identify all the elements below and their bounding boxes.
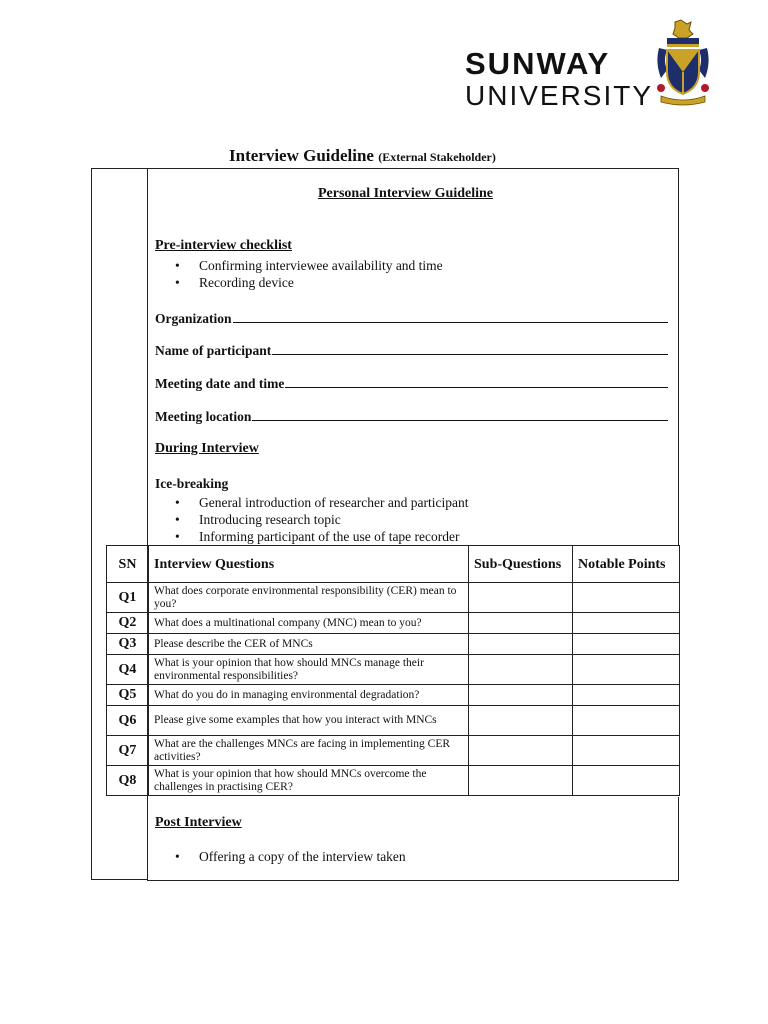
pre-interview-item-text: Confirming interviewee availability and time: [199, 258, 443, 273]
notable-points-cell[interactable]: [573, 634, 680, 655]
sub-questions-cell[interactable]: [469, 766, 573, 796]
notable-points-cell[interactable]: [573, 736, 680, 766]
post-interview-box: [147, 797, 679, 881]
sub-questions-cell[interactable]: [469, 706, 573, 736]
notable-points-cell[interactable]: [573, 685, 680, 706]
ice-breaking-item: [175, 512, 341, 528]
notable-points-cell[interactable]: [573, 766, 680, 796]
ice-breaking-item-text: General introduction of researcher and participant: [199, 495, 469, 510]
meeting-date-field[interactable]: [155, 375, 668, 392]
post-interview-item-text: Offering a copy of the interview taken: [199, 849, 406, 864]
field-label: Meeting location: [155, 409, 252, 424]
pre-interview-item: [175, 258, 443, 274]
participant-name-field[interactable]: [155, 342, 668, 359]
interview-questions-table: [106, 545, 680, 796]
table-row: [107, 685, 680, 706]
field-blank-line[interactable]: [285, 375, 668, 388]
document-title-note: (External Stakeholder): [378, 150, 496, 164]
university-crest-icon: [653, 18, 713, 106]
post-interview-heading: Post Interview: [155, 815, 242, 830]
notable-points-cell[interactable]: [573, 613, 680, 634]
row-question: What is your opinion that how should MNCs manage their environmental responsibilities?: [149, 655, 469, 685]
sub-questions-cell[interactable]: [469, 583, 573, 613]
logo-line-2: UNIVERSITY: [465, 80, 654, 111]
row-sn: Q2: [107, 613, 149, 634]
ice-breaking-label: Ice-breaking: [155, 476, 229, 491]
header-notable-points: Notable Points: [573, 546, 680, 583]
sub-questions-cell[interactable]: [469, 685, 573, 706]
row-question: What does corporate environmental responsibility (CER) mean to you?: [149, 583, 469, 613]
row-sn: Q6: [107, 706, 149, 736]
document-title: [229, 146, 496, 166]
ice-breaking-item: [175, 495, 469, 511]
pre-interview-item: [175, 275, 294, 291]
field-blank-line[interactable]: [252, 408, 668, 421]
table-row: [107, 583, 680, 613]
sub-questions-cell[interactable]: [469, 634, 573, 655]
field-label: Meeting date and time: [155, 376, 285, 391]
pre-interview-item-text: Recording device: [199, 275, 294, 290]
university-logo: [465, 18, 715, 111]
field-blank-line[interactable]: [272, 342, 668, 355]
notable-points-cell[interactable]: [573, 583, 680, 613]
notable-points-cell[interactable]: [573, 706, 680, 736]
row-question: Please describe the CER of MNCs: [149, 634, 469, 655]
during-interview-heading: During Interview: [155, 441, 259, 456]
row-question: What do you do in managing environmental degradation?: [149, 685, 469, 706]
table-row: [107, 613, 680, 634]
table-row: [107, 706, 680, 736]
table-row: [107, 634, 680, 655]
logo-wordmark: [465, 48, 653, 110]
field-label: Organization: [155, 311, 232, 326]
row-sn: Q1: [107, 583, 149, 613]
row-sn: Q3: [107, 634, 149, 655]
row-question: What does a multinational company (MNC) mean to you?: [149, 613, 469, 634]
sub-questions-cell[interactable]: [469, 613, 573, 634]
sub-questions-cell[interactable]: [469, 655, 573, 685]
ice-breaking-item-text: Informing participant of the use of tape recorder: [199, 529, 460, 544]
sub-questions-cell[interactable]: [469, 736, 573, 766]
pre-interview-heading: Pre-interview checklist: [155, 238, 292, 253]
ice-breaking-item-text: Introducing research topic: [199, 512, 341, 527]
table-header-row: [107, 546, 680, 583]
field-label: Name of participant: [155, 343, 272, 358]
row-question: What is your opinion that how should MNCs overcome the challenges in practising CER?: [149, 766, 469, 796]
header-sub-questions: Sub-Questions: [469, 546, 573, 583]
row-question: Please give some examples that how you interact with MNCs: [149, 706, 469, 736]
table-row: [107, 655, 680, 685]
row-question: What are the challenges MNCs are facing in implementing CER activities?: [149, 736, 469, 766]
field-blank-line[interactable]: [233, 310, 669, 323]
table-row: [107, 766, 680, 796]
notable-points-cell[interactable]: [573, 655, 680, 685]
ice-breaking-item: [175, 529, 460, 545]
guide-title: Personal Interview Guideline: [318, 186, 493, 201]
logo-line-1: SUNWAY: [465, 46, 611, 81]
row-sn: Q4: [107, 655, 149, 685]
document-title-main: Interview Guideline: [229, 146, 374, 165]
organization-field[interactable]: [155, 310, 668, 327]
meeting-location-field[interactable]: [155, 408, 668, 425]
row-sn: Q8: [107, 766, 149, 796]
post-interview-item: [175, 849, 406, 865]
row-sn: Q7: [107, 736, 149, 766]
header-sn: SN: [107, 546, 149, 583]
header-question: Interview Questions: [149, 546, 469, 583]
table-row: [107, 736, 680, 766]
row-sn: Q5: [107, 685, 149, 706]
